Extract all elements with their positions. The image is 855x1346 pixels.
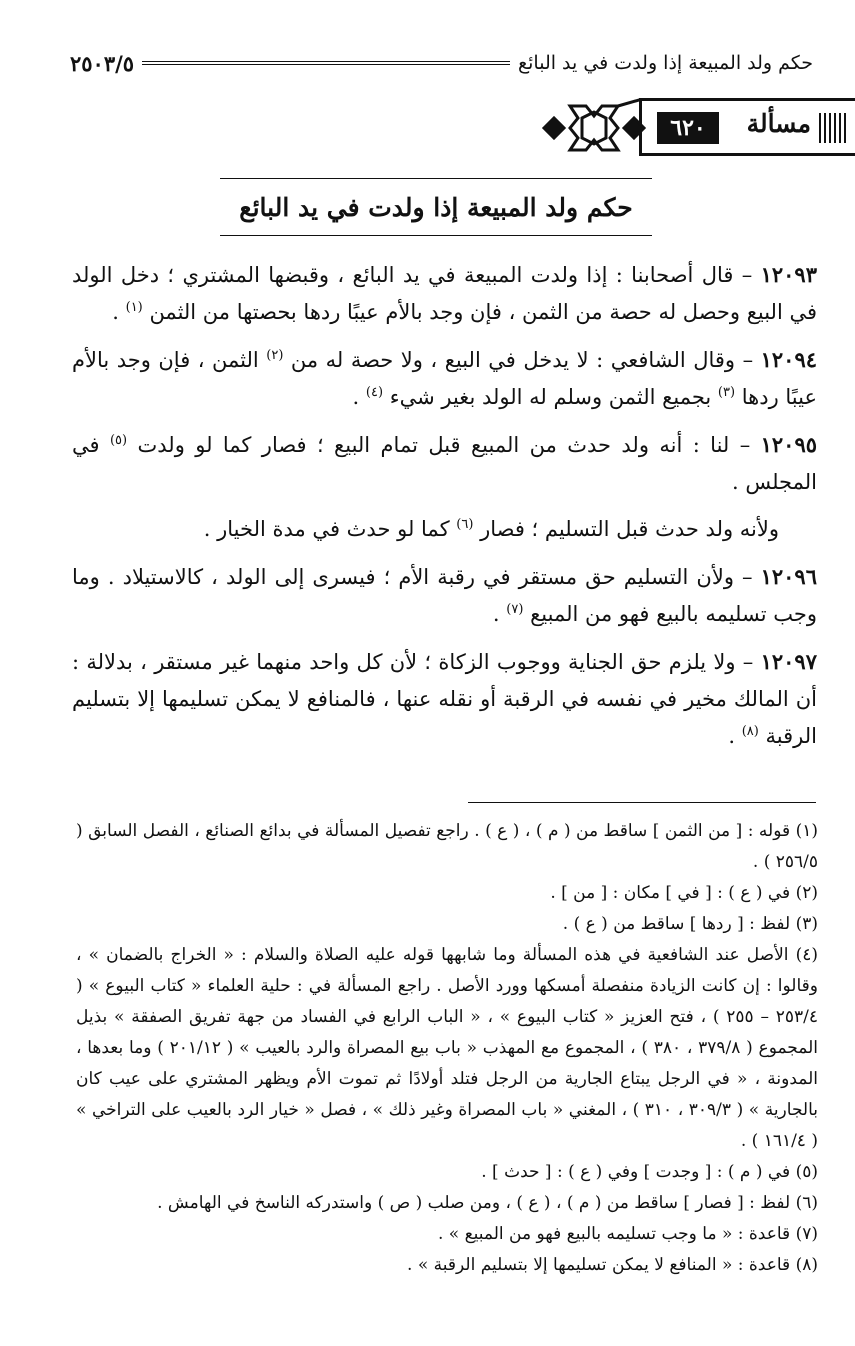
paragraph-text: . bbox=[492, 602, 507, 626]
geometric-ornament-icon bbox=[540, 98, 646, 158]
footnote-separator bbox=[468, 802, 816, 803]
running-header bbox=[70, 46, 813, 80]
main-text bbox=[72, 256, 817, 765]
footnote-1: (١) قوله : [ من الثمن ] ساقط من ( م ) ، ( ع ) . راجع تفصيل المسألة في بدائع الصنائع ، الفصل السابق ( ٢٥٦/٥ ) . bbox=[76, 821, 818, 872]
footnote-ref[interactable]: (٦) bbox=[456, 517, 474, 532]
running-header-page-ref: ٢٥٠٣/٥ bbox=[70, 50, 135, 76]
paragraph-number: ١٢٠٩٧ bbox=[760, 649, 817, 674]
chapter-title: حكم ولد المبيعة إذا ولدت في يد البائع bbox=[220, 178, 652, 236]
paragraph-12094 bbox=[72, 341, 817, 416]
footnote-3: (٣) لفظ : [ ردها ] ساقط من ( ع ) . bbox=[562, 914, 818, 934]
paragraph-text: – قال أصحابنا : إذا ولدت المبيعة في يد البائع ، وقبضها المشتري ؛ دخل الولد في البيع وحصل له حصة من الثمن ، فإن وجد بالأم عيبًا ردها بحصتها من الثمن bbox=[72, 263, 817, 324]
paragraph-continuation bbox=[72, 511, 817, 548]
footnote-ref[interactable]: (٢) bbox=[266, 348, 284, 363]
masala-banner bbox=[0, 98, 855, 158]
paragraph-text: . bbox=[352, 385, 366, 409]
paragraph-12097 bbox=[72, 643, 817, 755]
paragraph-12096 bbox=[72, 558, 817, 633]
masala-number: ٦٢٠ bbox=[657, 112, 719, 144]
masala-banner-bar bbox=[639, 98, 855, 156]
stripes-ornament-icon bbox=[819, 113, 849, 143]
paragraph-12093 bbox=[72, 256, 817, 331]
paragraph-text: – ولأن التسليم حق مستقر في رقبة الأم ؛ فيسرى إلى الولد ، كالاستيلاد . وما وجب تسليمه بالبيع فهو من المبيع bbox=[72, 565, 817, 626]
paragraph-number: ١٢٠٩٣ bbox=[760, 262, 817, 287]
paragraph-text: ولأنه ولد حدث قبل التسليم ؛ فصار bbox=[480, 517, 779, 541]
footnote-ref[interactable]: (٨) bbox=[741, 724, 759, 739]
paragraph-text: – وقال الشافعي : لا يدخل في البيع ، ولا حصة له من bbox=[290, 348, 761, 372]
paragraph-text: . bbox=[112, 300, 126, 324]
footnote-7: (٧) قاعدة : « ما وجب تسليمه بالبيع فهو من المبيع » . bbox=[438, 1224, 818, 1244]
paragraph-number: ١٢٠٩٦ bbox=[760, 564, 817, 589]
footnote-ref[interactable]: (٧) bbox=[506, 602, 524, 617]
footnote-ref[interactable]: (٣) bbox=[717, 385, 736, 400]
footnote-2: (٢) في ( ع ) : [ في ] مكان : [ من ] . bbox=[550, 883, 818, 903]
masala-label: مسألة bbox=[746, 109, 811, 138]
footnote-5: (٥) في ( م ) : [ وجدت ] وفي ( ع ) : [ حدث ] . bbox=[481, 1162, 818, 1182]
footnote-8: (٨) قاعدة : « المنافع لا يمكن تسليمها إلا بتسليم الرقبة » . bbox=[407, 1255, 818, 1275]
paragraph-number: ١٢٠٩٥ bbox=[760, 432, 818, 457]
running-header-title: حكم ولد المبيعة إذا ولدت في يد البائع bbox=[518, 52, 813, 74]
paragraph-text: – ولا يلزم حق الجناية ووجوب الزكاة ؛ لأن كل واحد منهما غير مستقر ، بدلالة : أن المالك مخير في نفسه في الرقبة أو نقله عنها ، فالمنافع لا يمكن تسليمها إلا بتسليم الرقبة bbox=[72, 650, 817, 748]
footnote-ref[interactable]: (٤) bbox=[365, 385, 384, 400]
paragraph-12095 bbox=[72, 426, 817, 501]
paragraph-number: ١٢٠٩٤ bbox=[760, 347, 818, 372]
paragraph-text: بجميع الثمن وسلم له الولد بغير شيء bbox=[389, 385, 718, 409]
footnotes bbox=[76, 816, 818, 1281]
footnote-ref[interactable]: (٥) bbox=[109, 433, 128, 448]
footnote-4: (٤) الأصل عند الشافعية في هذه المسألة وما شابهها قوله عليه الصلاة والسلام : « الخراج بالضمان » ، وقالوا : إن كانت الزيادة منفصلة أمسكها وورد الأصل . راجع المسألة في : حلية العلماء « كتاب البيوع » ( ٢٥٣/٤ – ٢٥٥ ) ، فتح العزيز « كتاب البيوع » ، « الباب الرابع في الفساد من جهة تفريق الصفقة » بذيل المجموع ( ٣٧٩/٨ ، ٣٨٠ ) ، المجموع مع المهذب « باب بيع المصراة والرد بالعيب » ( ٢٠١/١٢ ) وما بعدها ، المدونة ، « في الرجل يبتاع الجارية من الرجل فتلد أولادًا ثم تموت الأم ويظهر المشتري على عيب كان بالجارية » ( ٣٠٩/٣ ، ٣١٠ ) ، المغني « باب المصراة وغير ذلك » ، فصل « خيار الرد بالعيب على التراخي » ( ١٦١/٤ ) . bbox=[76, 945, 819, 1151]
paragraph-text: في المجلس . bbox=[72, 433, 817, 494]
paragraph-text: الثمن ، فإن وجد بالأم عيبًا ردها bbox=[72, 348, 817, 409]
paragraph-text: – لنا : أنه ولد حدث من المبيع قبل تمام البيع ؛ فصار كما لو ولدت bbox=[137, 433, 761, 457]
paragraph-text: كما لو حدث في مدة الخيار . bbox=[203, 517, 457, 541]
footnote-ref[interactable]: (١) bbox=[125, 300, 143, 315]
footnote-6: (٦) لفظ : [ فصار ] ساقط من ( م ) ، ( ع ) ، ومن صلب ( ص ) واستدركه الناسخ في الهامش . bbox=[157, 1193, 818, 1213]
running-header-rule bbox=[142, 61, 510, 65]
paragraph-text: . bbox=[728, 724, 742, 748]
